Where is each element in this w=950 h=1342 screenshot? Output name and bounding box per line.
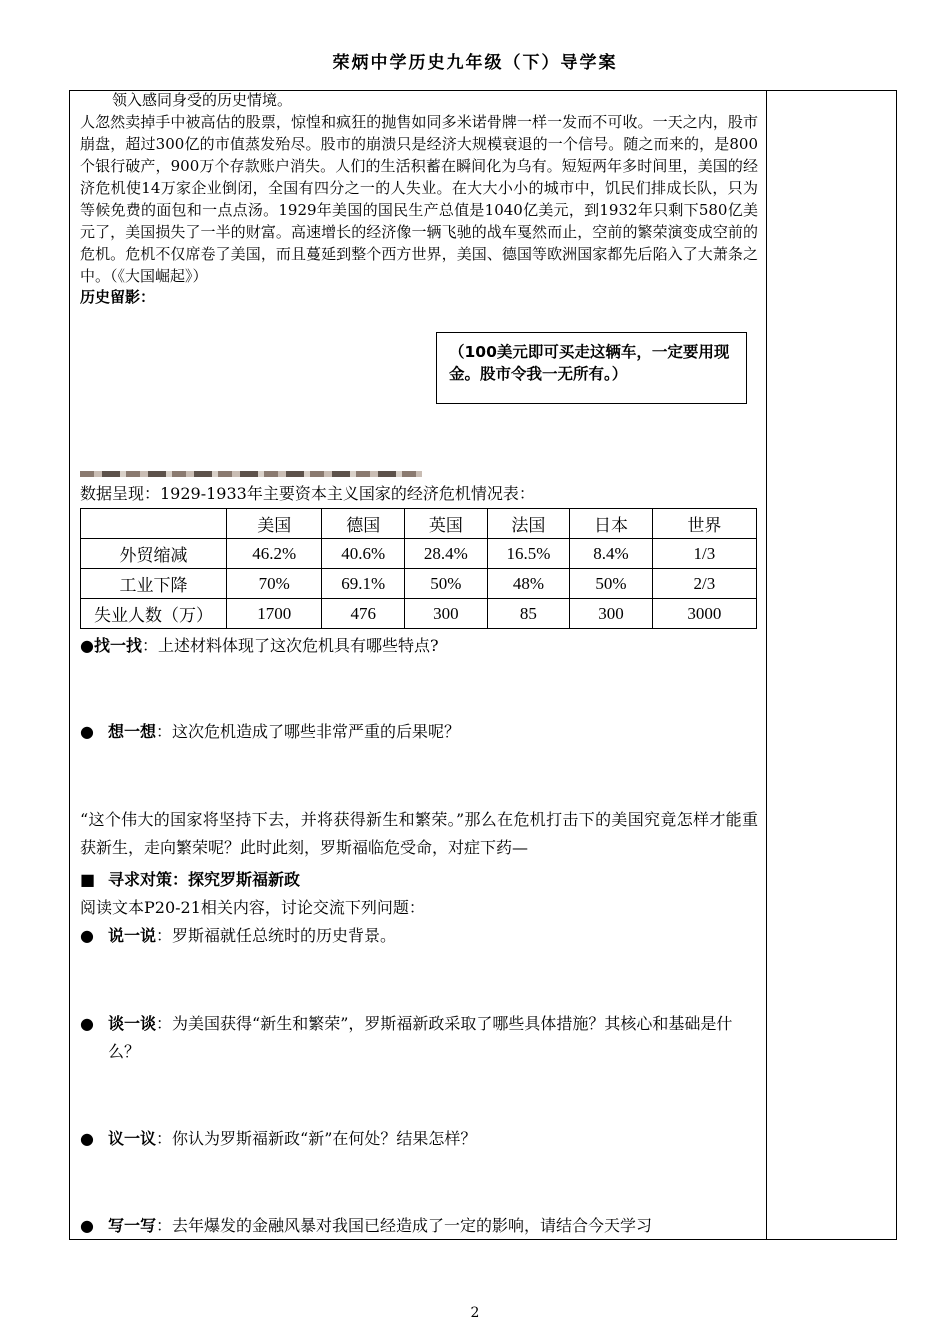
- table-cell: 1/3: [652, 539, 756, 569]
- economic-crisis-table: [80, 508, 757, 629]
- table-cell: 70%: [226, 569, 321, 599]
- table-cell: 工业下降: [81, 569, 227, 599]
- question-text: ：为美国获得“新生和繁荣”，罗斯福新政采取了哪些具体措施？其核心和基础是什么？: [108, 1014, 733, 1061]
- section2-instruction: 阅读文本P20-21相关内容，讨论交流下列问题：: [80, 898, 425, 917]
- question-debate: [80, 1125, 758, 1153]
- table-row: [81, 569, 757, 599]
- question-say: [80, 922, 758, 950]
- section2-title: 寻求对策：探究罗斯福新政: [108, 870, 301, 889]
- table-cell: 300: [570, 599, 653, 629]
- page-number: 2: [470, 1305, 480, 1321]
- main-column: [80, 90, 758, 308]
- question-text: ：这次危机造成了哪些非常严重的后果呢？: [156, 722, 461, 741]
- question-text: ：你认为罗斯福新政“新”在何处？结果怎样？: [156, 1129, 477, 1148]
- table-cell: 476: [322, 599, 405, 629]
- question-term: 写一写: [108, 1216, 157, 1235]
- bullet-icon: ●: [80, 636, 94, 655]
- table-cell: 50%: [405, 569, 488, 599]
- table-cell: 85: [487, 599, 570, 629]
- intro-lead: 领入感同身受的历史情境。: [112, 91, 293, 109]
- transition-paragraph: “这个伟大的国家将坚持下去，并将获得新生和繁荣。”那么在危机打击下的美国究竟怎样才能重获新生，走向繁荣呢？此时此刻，罗斯福临危受命，对症下药—: [80, 810, 758, 857]
- table-cell: 48%: [487, 569, 570, 599]
- table-header-cell: [81, 509, 227, 539]
- data-section-label: 数据呈现：1929-1933年主要资本主义国家的经济危机情况表：: [80, 484, 535, 503]
- table-row: [81, 539, 757, 569]
- section2-heading: [80, 866, 758, 894]
- table-cell: 16.5%: [487, 539, 570, 569]
- table-header-cell: 法国: [487, 509, 570, 539]
- photo-caption-box: （100美元即可买走这辆车，一定要用现金。股市令我一无所有。）: [436, 332, 747, 404]
- table-cell: 300: [405, 599, 488, 629]
- bullet-icon: ●: [80, 722, 94, 741]
- table-cell: 2/3: [652, 569, 756, 599]
- table-header-cell: 英国: [405, 509, 488, 539]
- table-header-cell: 世界: [652, 509, 756, 539]
- table-cell: 40.6%: [322, 539, 405, 569]
- table-cell: 69.1%: [322, 569, 405, 599]
- question-discuss: [80, 1010, 758, 1066]
- historical-photo-fragment: [80, 471, 422, 477]
- bullet-icon: ●: [80, 1216, 94, 1235]
- question-term: 谈一谈: [108, 1014, 157, 1033]
- table-header-cell: 德国: [322, 509, 405, 539]
- question-write: [80, 1212, 758, 1240]
- question-term: 找一找: [93, 636, 142, 655]
- square-bullet-icon: ■: [80, 870, 96, 889]
- table-cell: 50%: [570, 569, 653, 599]
- page-header-title: 荣炳中学历史九年级（下）导学案: [332, 53, 618, 73]
- question-text: ：去年爆发的金融风暴对我国已经造成了一定的影响，请结合今天学习: [156, 1216, 653, 1235]
- table-cell: 3000: [652, 599, 756, 629]
- question-text: ：罗斯福就任总统时的历史背景。: [156, 926, 397, 945]
- table-cell: 1700: [226, 599, 321, 629]
- table-header-cell: 日本: [570, 509, 653, 539]
- question-term: 说一说: [108, 926, 157, 945]
- table-cell: 失业人数（万）: [81, 599, 227, 629]
- notes-column-divider: [766, 90, 767, 1240]
- question-find: [80, 632, 758, 660]
- bullet-icon: ●: [80, 1129, 94, 1148]
- intro-passage: 人忽然卖掉手中被高估的股票，惊惶和疯狂的抛售如同多米诺骨牌一样一发而不可收。一天之内，股市崩盘，超过300亿的市值蒸发殆尽。股市的崩溃只是经济大规模衰退的一个信号。随之而来的，是800个银行破产，900万个存款账户消失。人们的生活积蓄在瞬间化为乌有。短短两年多时间里，美国的经济危机使14万家企业倒闭，全国有四分之一的人失业。在大大小小的城市中，饥民们排成长队，只为等候免费的面包和一点点汤。1929年美国的国民生产总值是1040亿美元，到1932年只剩下580亿美元了，美国损失了一半的财富。高速增长的经济像一辆飞驰的战车戛然而止，空前的繁荣演变成空前的危机。危机不仅席卷了美国，而且蔓延到整个西方世界，美国、德国等欧洲国家都先后陷入了大萧条之中。（《大国崛起》）: [80, 113, 758, 285]
- table-cell: 8.4%: [570, 539, 653, 569]
- question-term: 想一想: [108, 722, 157, 741]
- table-row: [81, 599, 757, 629]
- question-term: 议一议: [108, 1129, 157, 1148]
- table-header-row: [81, 509, 757, 539]
- history-photo-label: 历史留影：: [80, 288, 156, 306]
- table-cell: 外贸缩减: [81, 539, 227, 569]
- question-think: [80, 718, 758, 746]
- bullet-icon: ●: [80, 926, 94, 945]
- table-cell: 28.4%: [405, 539, 488, 569]
- bullet-icon: ●: [80, 1014, 94, 1033]
- question-text: ：上述材料体现了这次危机具有哪些特点?: [141, 636, 439, 655]
- intro-block: [80, 90, 758, 287]
- table-cell: 46.2%: [226, 539, 321, 569]
- table-header-cell: 美国: [226, 509, 321, 539]
